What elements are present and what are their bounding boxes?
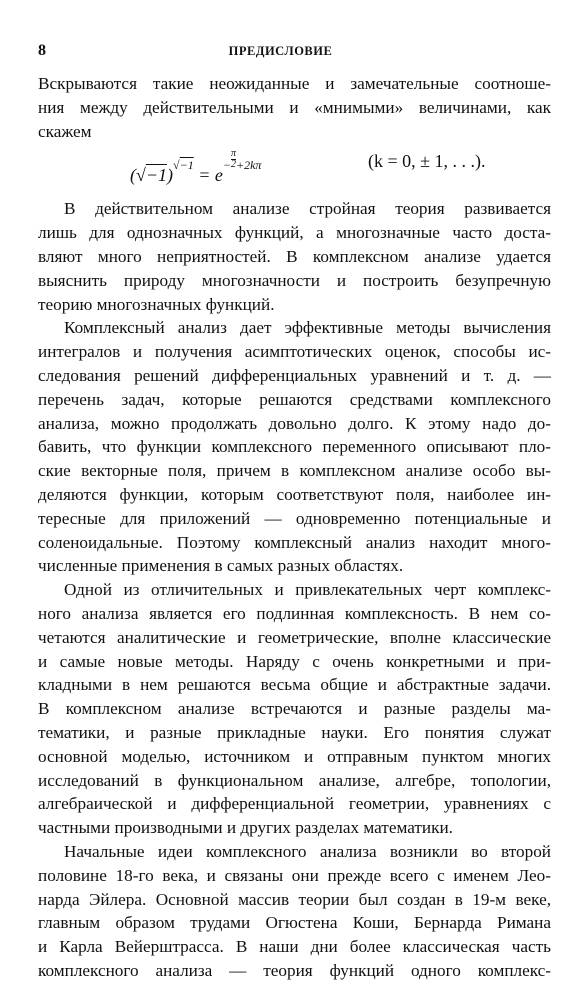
page-body [38, 72, 551, 983]
text-line: выяснить природу многозначности и построить безупречную [38, 270, 551, 290]
intro-text [38, 72, 551, 143]
text-line: анализа, можно продолжать довольно долго. К этому надо до- [38, 413, 551, 433]
formula-condition: (k = 0, ± 1, . . .). [368, 151, 486, 172]
formula-row [38, 145, 551, 193]
text-line: половине 18-го века, и связаны они прежде всего с именем Лео- [38, 865, 551, 885]
text-line: алгебраической и дифференциальной геометрии, уравнениях с [38, 794, 551, 814]
text-line: Одной из отличительных и привлекательных черт комплекс- [64, 580, 551, 600]
running-title: ПРЕДИСЛОВИЕ [228, 44, 333, 58]
text-line: интегралов и получения асимптотических оценок, способы ис- [38, 342, 551, 362]
text-line: частными производными и других разделах математики. [38, 818, 453, 838]
text-line: соленоидальные. Поэтому комплексный анализ находит много- [38, 532, 551, 552]
paragraph [38, 840, 551, 983]
text-line: основной моделью, источником и отправным пунктом многих [38, 746, 551, 766]
paragraph [38, 316, 551, 578]
text-line: следования решений дифференциальных уравнений и т. д. — [38, 365, 551, 385]
text-line: четаются аналитические и геометрические, вполне классические [38, 627, 551, 647]
text-line: Комплексный анализ дает эффективные методы вычисления [64, 318, 551, 338]
text-line: скажем [38, 121, 92, 141]
text-line: и самые новые методы. Наряду с очень конкретными и при- [38, 651, 551, 671]
text-line: кладными в нем решаются весьма общие и абстрактные задачи. [38, 675, 551, 695]
text-line: В комплексном анализе встречаются и разные разделы ма- [38, 699, 551, 719]
text-line: Начальные идеи комплексного анализа возникли во второй [64, 841, 551, 861]
text-line: тересные для приложений — одновременно потенциальные и [38, 508, 551, 528]
paragraph [38, 578, 551, 840]
text-line: нарда Эйлера. Основной массив теории был создан в 19-м веке, [38, 889, 551, 909]
paragraph [38, 197, 551, 316]
text-line: перечень задач, которые решаются средствами комплексного [38, 389, 551, 409]
text-line: ния между действительными и «мнимыми» величинами, как [38, 97, 551, 117]
page-header [38, 42, 523, 62]
text-line: комплексного анализа — теория функций одного комплекс- [38, 960, 551, 980]
text-line: деляются функции, которым соответствуют поля, наиболее ин- [38, 484, 551, 504]
text-line: лишь для однозначных функций, а многозначные часто доста- [38, 223, 551, 243]
text-line: теорию многозначных функций. [38, 294, 275, 314]
text-line: ские векторные поля, причем в комплексном анализе особо вы- [38, 461, 551, 481]
text-line: и Карла Вейерштрасса. В наши дни более классическая часть [38, 937, 551, 957]
text-line: В действительном анализе стройная теория развивается [64, 199, 551, 219]
text-line: главным образом трудами Огюстена Коши, Бернарда Римана [38, 913, 551, 933]
text-line: Вскрываются такие неожиданные и замечательные соотноше- [38, 74, 551, 93]
text-line: ного анализа является его подлинная комплексность. В нем со- [38, 603, 551, 623]
text-line: тематики, и разные прикладные науки. Его понятия служат [38, 722, 551, 742]
euler-formula: $(√-1)^{√-1} = e^-$ $\frac{\pi}{2}$ $^{+2k\pi}$ [130, 148, 262, 186]
text-line: вляют много неприятностей. В комплексном анализе удается [38, 246, 551, 266]
text-line: исследований в функциональном анализе, алгебре, топологии, [38, 770, 551, 790]
page-number: 8 [38, 42, 46, 59]
text-line: численные применения в самых разных областях. [38, 556, 404, 576]
text-line: бавить, что функции комплексного переменного описывают пло- [38, 437, 551, 457]
